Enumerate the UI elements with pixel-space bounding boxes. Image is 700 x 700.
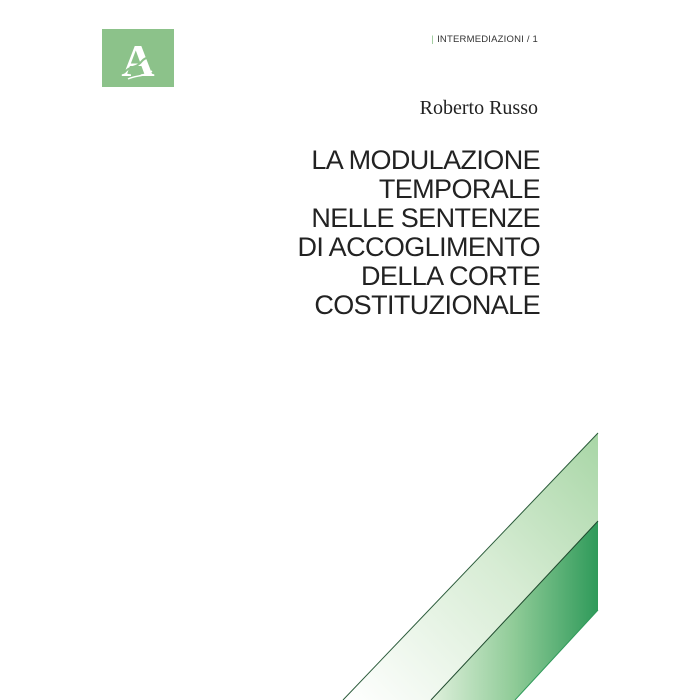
author-name: Roberto Russo	[419, 97, 538, 119]
title-line: NELLE SENTENZE	[311, 203, 540, 233]
series-text: INTERMEDIAZIONI / 1	[437, 34, 538, 45]
title-line: DELLA CORTE	[361, 261, 540, 291]
series-divider: |	[431, 34, 435, 45]
title-line: LA MODULAZIONE	[311, 145, 540, 175]
title-line: DI ACCOGLIMENTO	[297, 232, 540, 262]
title-line: COSTITUZIONALE	[314, 290, 540, 320]
title-line: TEMPORALE	[378, 174, 540, 204]
logo-letter: A	[121, 35, 155, 86]
